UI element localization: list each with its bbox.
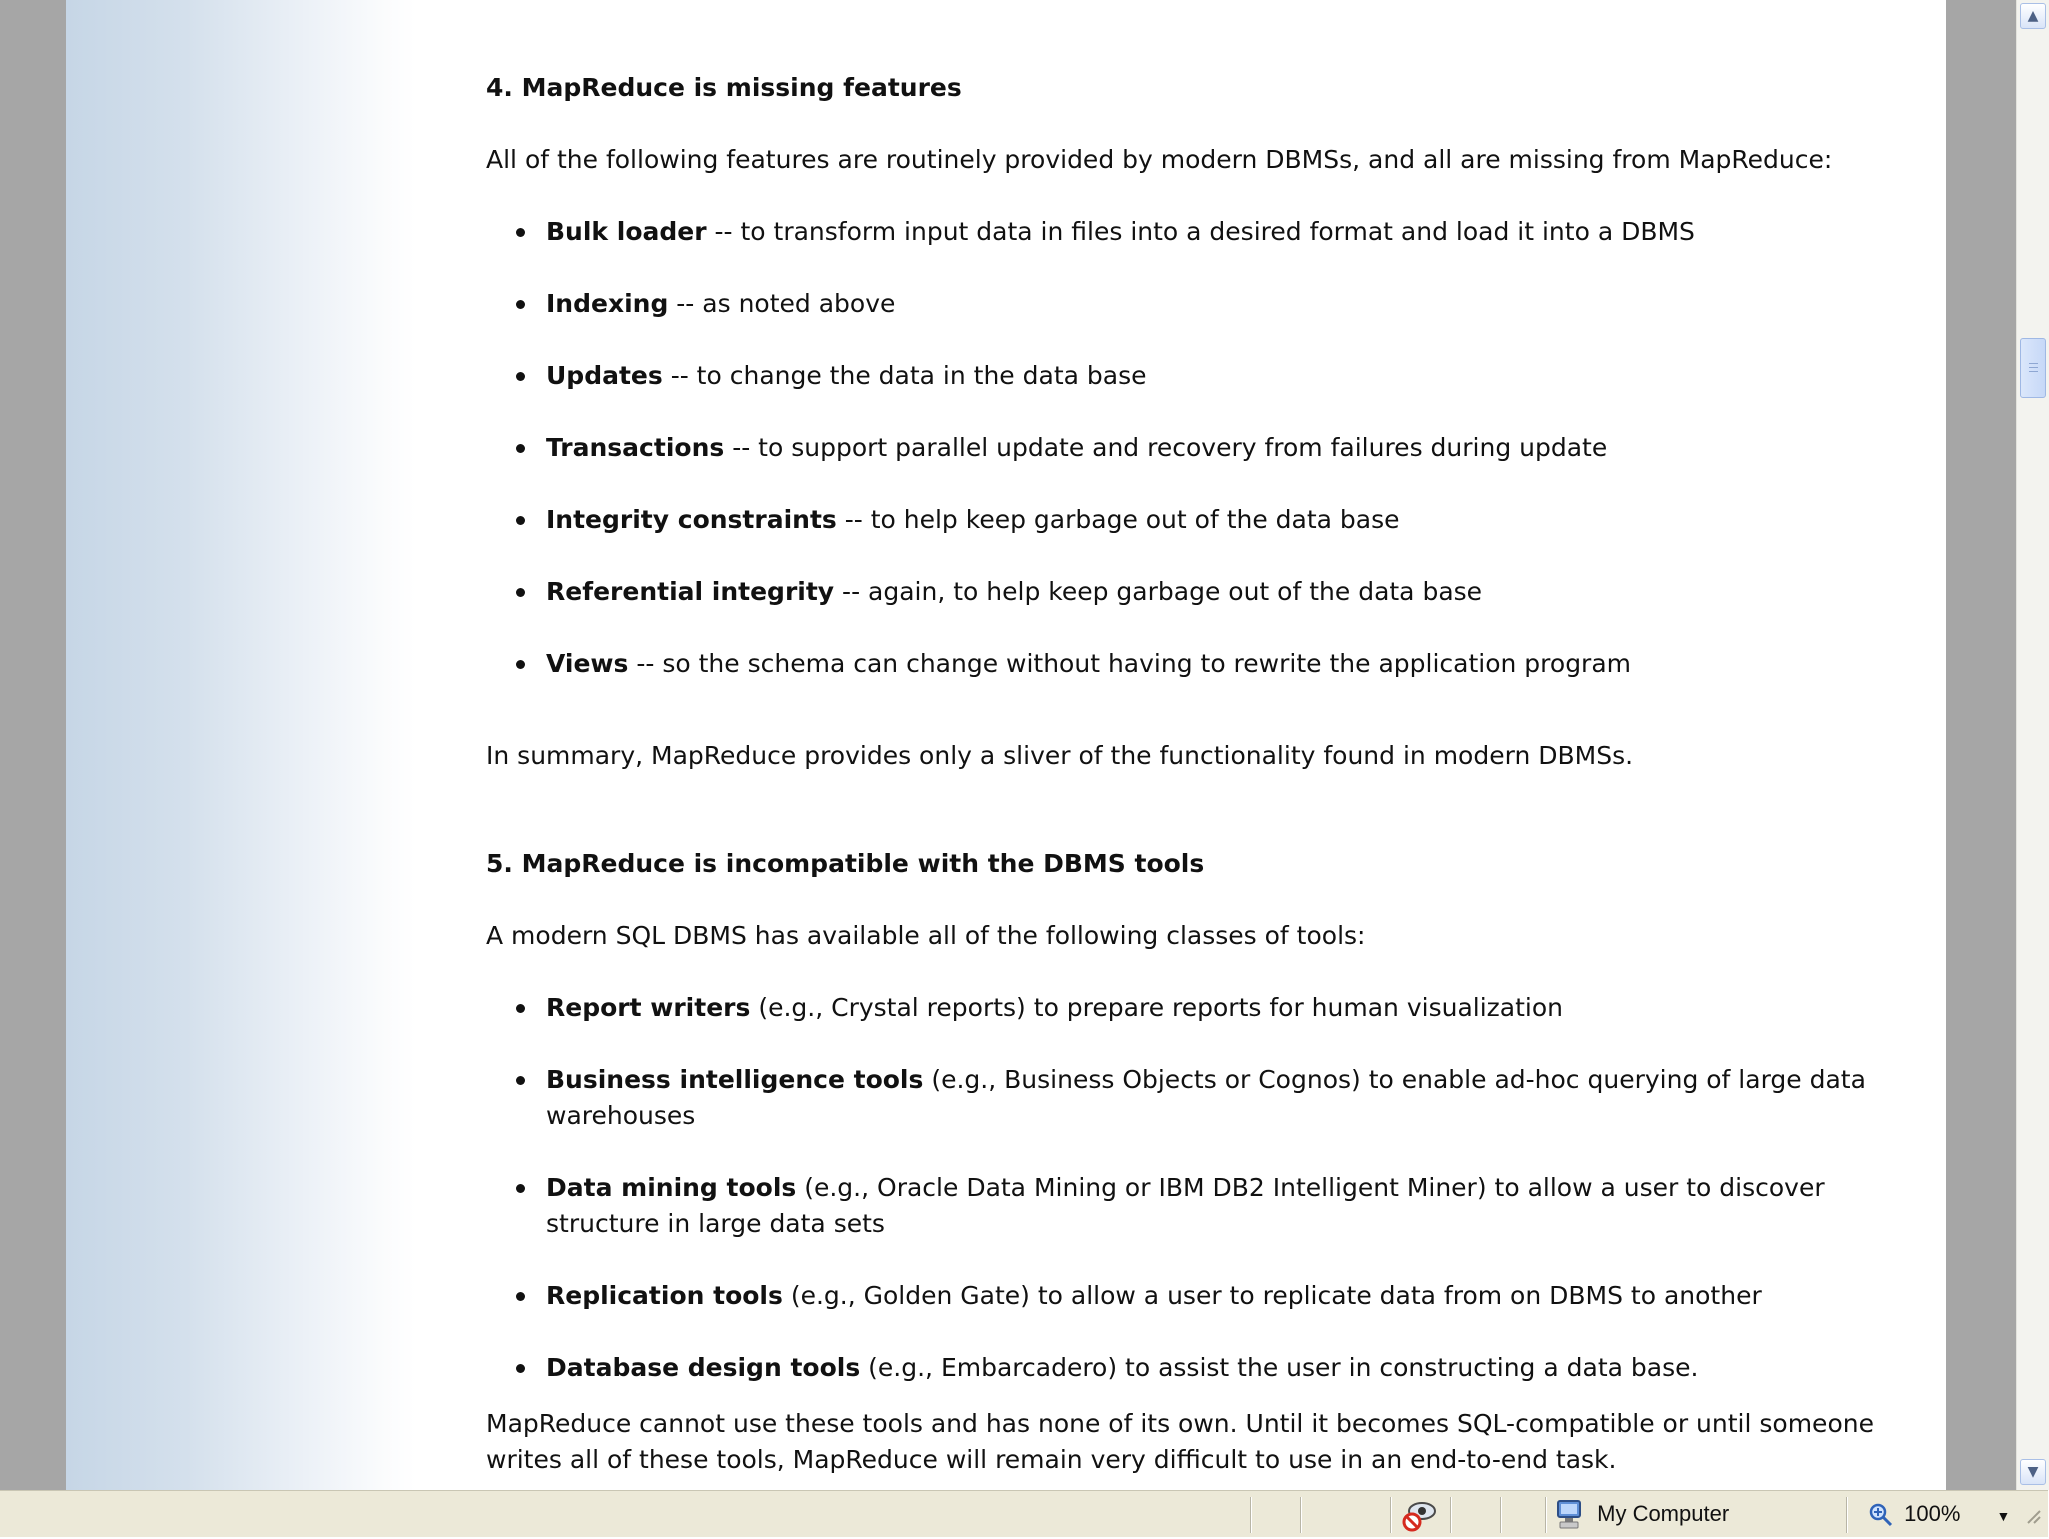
feature-term: Views <box>546 649 629 678</box>
scroll-up-button[interactable] <box>2020 3 2046 29</box>
scroll-down-button[interactable] <box>2020 1459 2046 1485</box>
computer-icon <box>1555 1499 1583 1531</box>
list-item <box>486 430 1906 466</box>
section-4-summary: In summary, MapReduce provides only a sliver of the functionality found in modern DBMSs. <box>486 741 1634 770</box>
section-5-closing: MapReduce cannot use these tools and has none of its own. Until it becomes SQL-compatible or until someone writes all of these tools, MapReduce will remain very difficult to use in an end-to-end task. <box>486 1409 1874 1474</box>
feature-term: Referential integrity <box>546 577 835 606</box>
status-divider <box>1300 1497 1302 1533</box>
section-4-intro: All of the following features are routinely provided by modern DBMSs, and all are missing from MapReduce: <box>486 145 1833 174</box>
zoom-magnifier-icon <box>1868 1502 1894 1528</box>
status-divider <box>1390 1497 1392 1533</box>
bullet-icon <box>516 660 525 669</box>
bullet-icon <box>516 516 525 525</box>
bullet-icon <box>516 1184 525 1193</box>
feature-desc: -- to support parallel update and recovery from failures during update <box>724 433 1608 462</box>
security-zone[interactable] <box>1555 1491 1729 1537</box>
resize-grip[interactable] <box>2022 1491 2042 1537</box>
dbms-tools-list <box>486 990 1906 1422</box>
bullet-icon <box>516 1076 525 1085</box>
bullet-icon <box>516 588 525 597</box>
status-divider <box>1846 1497 1848 1533</box>
feature-desc: -- so the schema can change without having to rewrite the application program <box>628 649 1632 678</box>
status-divider <box>1500 1497 1502 1533</box>
privacy-status[interactable] <box>1402 1491 1438 1537</box>
feature-desc: -- as noted above <box>668 289 896 318</box>
tool-term: Database design tools <box>546 1353 861 1382</box>
tool-desc: (e.g., Crystal reports) to prepare reports for human visualization <box>750 993 1563 1022</box>
zoom-label: 100% <box>1904 1501 1961 1526</box>
grip-line <box>2029 367 2038 368</box>
feature-term: Integrity constraints <box>546 505 837 534</box>
list-item <box>486 646 1906 682</box>
status-bar <box>0 1490 2048 1537</box>
list-item <box>486 574 1906 610</box>
vertical-scrollbar[interactable] <box>2016 0 2049 1490</box>
privacy-eye-icon <box>1402 1498 1438 1532</box>
feature-desc: -- to change the data in the data base <box>662 361 1147 390</box>
list-item <box>486 358 1906 394</box>
list-item <box>486 1350 1906 1386</box>
list-item <box>486 1278 1906 1314</box>
feature-term: Bulk loader <box>546 217 707 246</box>
feature-term: Transactions <box>546 433 725 462</box>
list-item <box>486 1062 1906 1134</box>
status-divider <box>1250 1497 1252 1533</box>
tool-term: Replication tools <box>546 1281 783 1310</box>
chevron-down-icon[interactable]: ▼ <box>1996 1508 2011 1524</box>
scrollbar-thumb[interactable] <box>2020 338 2046 398</box>
feature-term: Updates <box>546 361 663 390</box>
grip-line <box>2029 363 2038 364</box>
chevron-down-icon: ▼ <box>2027 1464 2039 1480</box>
tool-desc: (e.g., Business Objects or Cognos) to enable ad-hoc querying of large data warehouses <box>546 1065 1866 1130</box>
zone-label: My Computer <box>1597 1501 1730 1526</box>
grip-line <box>2029 371 2038 372</box>
list-item <box>486 286 1906 322</box>
bullet-icon <box>516 1364 525 1373</box>
list-item <box>486 502 1906 538</box>
bullet-icon <box>516 372 525 381</box>
feature-desc: -- again, to help keep garbage out of the data base <box>834 577 1483 606</box>
article-content <box>486 0 1906 1490</box>
section-4-heading: 4. MapReduce is missing features <box>486 73 962 102</box>
zoom-control[interactable] <box>1868 1491 2010 1537</box>
bullet-icon <box>516 444 525 453</box>
tool-desc: (e.g., Oracle Data Mining or IBM DB2 Intelligent Miner) to allow a user to discover structure in large data sets <box>546 1173 1825 1238</box>
section-5-intro: A modern SQL DBMS has available all of the following classes of tools: <box>486 921 1366 950</box>
resize-grip-icon <box>2022 1505 2042 1525</box>
bullet-icon <box>516 300 525 309</box>
list-item <box>486 1170 1906 1242</box>
tool-desc: (e.g., Embarcadero) to assist the user in constructing a data base. <box>860 1353 1699 1382</box>
chevron-up-icon: ▲ <box>2027 8 2039 24</box>
status-divider <box>1545 1497 1547 1533</box>
tool-term: Report writers <box>546 993 751 1022</box>
tool-term: Data mining tools <box>546 1173 797 1202</box>
tool-term: Business intelligence tools <box>546 1065 924 1094</box>
feature-desc: -- to transform input data in files into a desired format and load it into a DBMS <box>706 217 1695 246</box>
feature-desc: -- to help keep garbage out of the data base <box>836 505 1400 534</box>
status-divider <box>1450 1497 1452 1533</box>
list-item <box>486 214 1906 250</box>
list-item <box>486 990 1906 1026</box>
bullet-icon <box>516 1292 525 1301</box>
section-5-heading: 5. MapReduce is incompatible with the DBMS tools <box>486 849 1205 878</box>
tool-desc: (e.g., Golden Gate) to allow a user to replicate data from on DBMS to another <box>782 1281 1762 1310</box>
bullet-icon <box>516 1004 525 1013</box>
bullet-icon <box>516 228 525 237</box>
feature-term: Indexing <box>546 289 669 318</box>
missing-features-list <box>486 214 1906 718</box>
